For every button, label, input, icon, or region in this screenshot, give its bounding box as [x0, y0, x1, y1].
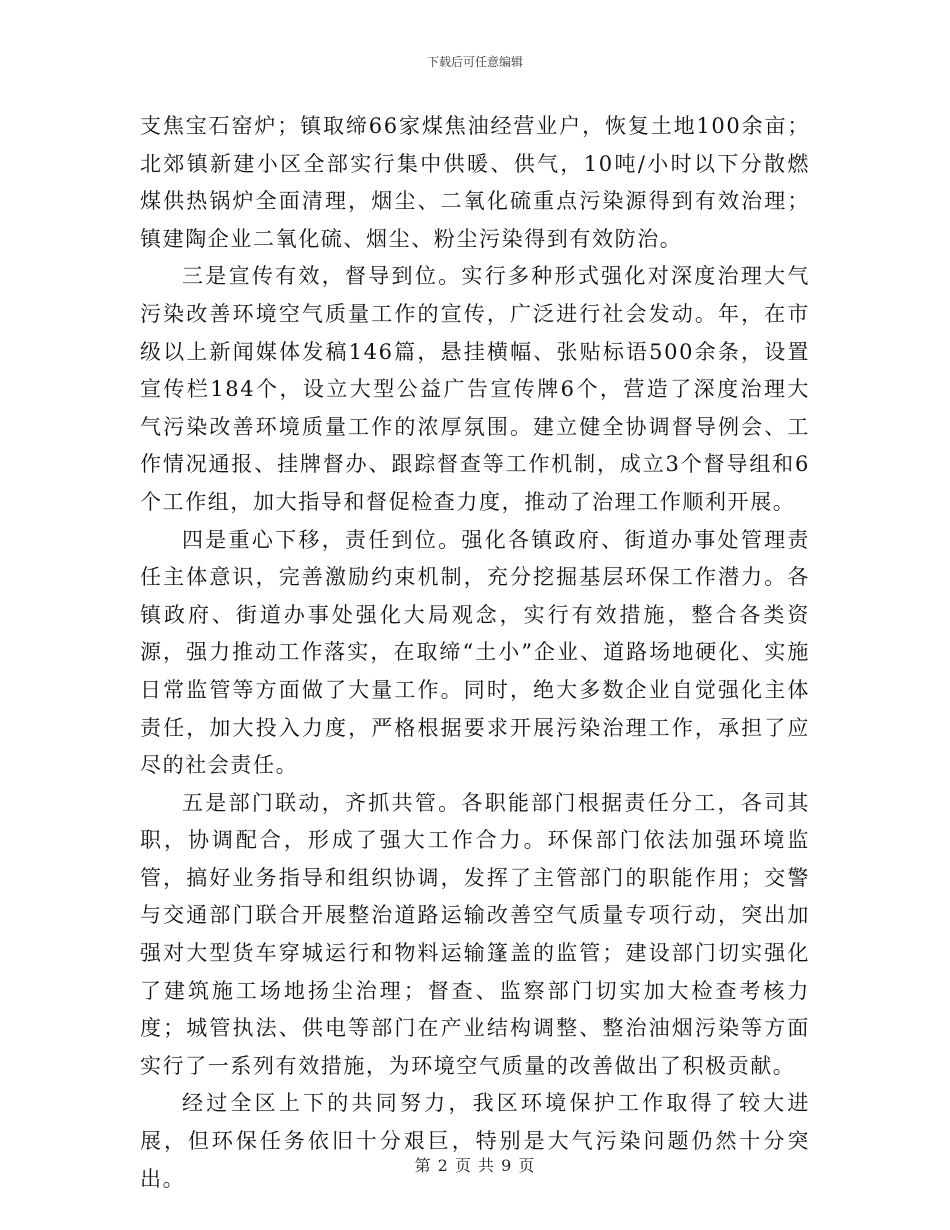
paragraph-5: 经过全区上下的共同努力，我区环境保护工作取得了较大进展，但环保任务依旧十分艰巨，特别是大气污染问题仍然十分突出。 [140, 1091, 810, 1191]
page-header: 下载后可任意编辑 [426, 55, 523, 69]
paragraph-3: 四是重心下移，责任到位。强化各镇政府、街道办事处管理责任主体意识，完善激励约束机制，充分挖掘基层环保工作潜力。各镇政府、街道办事处强化大局观念，实行有效措施，整合各类资源，强力推动工作落实，在取缔“土小”企业、道路场地硬化、实施日常监管等方面做了大量工作。同时，绝大多数企业自觉强化主体责任，加大投入力度，严格根据要求开展污染治理工作，承担了应尽的社会责任。 [140, 527, 810, 778]
page-number: 第 2 页 共 9 页 [414, 1156, 536, 1175]
paragraph-1: 支焦宝石窑炉；镇取缔66家煤焦油经营业户，恢复土地100余亩；北郊镇新建小区全部实行集中供暖、供气，10吨/小时以下分散燃煤供热锅炉全面清理，烟尘、二氧化硫重点污染源得到有效治理；镇建陶企业二氧化硫、烟尘、粉尘污染得到有效防治。 [140, 114, 810, 251]
document-body [140, 108, 810, 1198]
paragraph-4: 五是部门联动，齐抓共管。各职能部门根据责任分工，各司其职，协调配合，形成了强大工作合力。环保部门依法加强环境监管，搞好业务指导和组织协调，发挥了主管部门的职能作用；交警与交通部门联合开展整治道路运输改善空气质量专项行动，突出加强对大型货车穿城运行和物料运输篷盖的监管；建设部门切实强化了建筑施工场地扬尘治理；督查、监察部门切实加大检查考核力度；城管执法、供电等部门在产业结构调整、整治油烟污染等方面实行了一系列有效措施，为环境空气质量的改善做出了积极贡献。 [140, 790, 810, 1078]
paragraph-2: 三是宣传有效，督导到位。实行多种形式强化对深度治理大气污染改善环境空气质量工作的宣传，广泛进行社会发动。年，在市级以上新闻媒体发稿146篇，悬挂横幅、张贴标语500余条，设置宣传栏184个，设立大型公益广告宣传牌6个，营造了深度治理大气污染改善环境质量工作的浓厚氛围。建立健全协调督导例会、工作情况通报、挂牌督办、跟踪督查等工作机制，成立3个督导组和6个工作组，加大指导和督促检查力度，推动了治理工作顺利开展。 [140, 264, 810, 514]
